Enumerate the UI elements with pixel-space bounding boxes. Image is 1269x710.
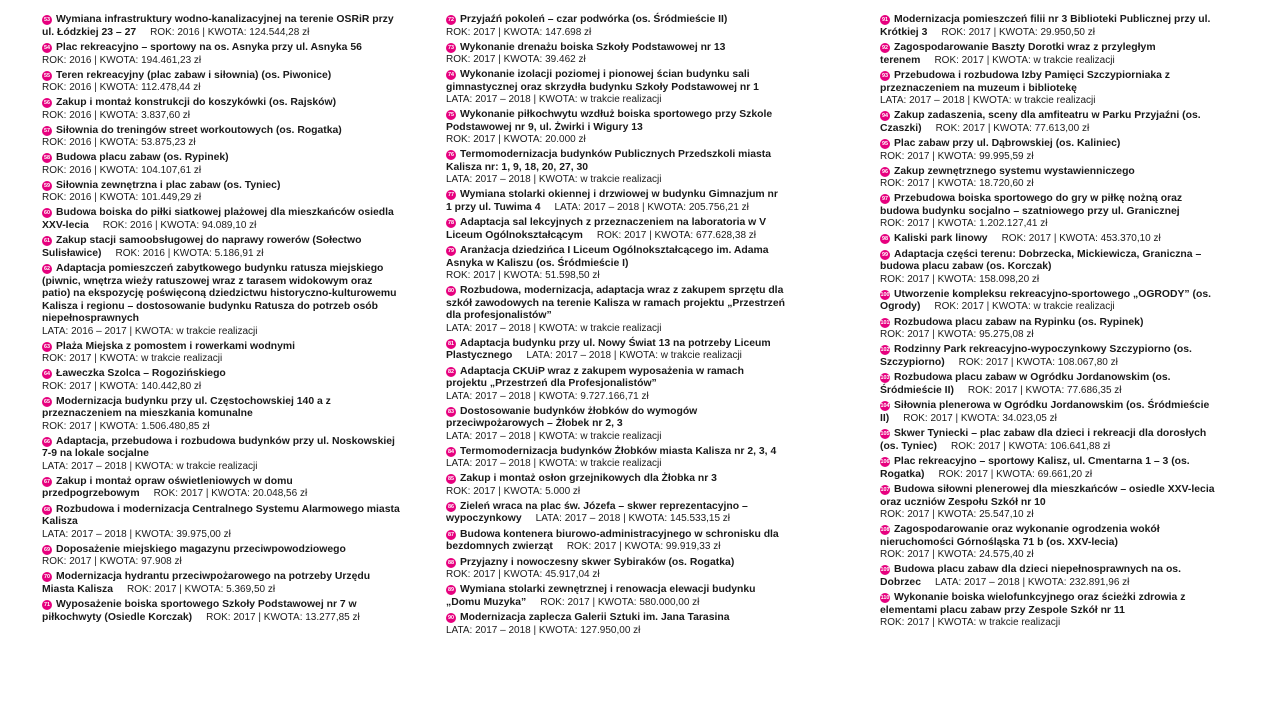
project-number-badge: 70 bbox=[44, 574, 50, 580]
project-title: Siłownia do treningów street workoutowych (os. Rogatka) bbox=[56, 124, 342, 136]
project-title: Modernizacja pomieszczeń filii nr 3 Biblioteki Publicznej przy ul. Krótkiej 3 bbox=[880, 14, 1211, 38]
project-title: Rozbudowa placu zabaw w Ogródku Jordanowskim (os. Śródmieście II) bbox=[880, 372, 1171, 396]
project-title: Aranżacja dziedzińca I Liceum Ogólnokształcącego im. Adama Asnyka w Kaliszu (os. Śródmieście I) bbox=[446, 245, 769, 269]
project-title: Rozbudowa i modernizacja Centralnego Systemu Alarmowego miasta Kalisza bbox=[42, 503, 400, 527]
project-number-badge: 84 bbox=[448, 448, 454, 455]
project-title: Modernizacja budynku przy ul. Częstochowskiej 140 a z przeznaczeniem na mieszkania komunalne bbox=[42, 395, 331, 419]
project-title: Adaptacja, przebudowa i rozbudowa budynków przy ul. Noskowskiej 7-9 na lokale socjalne bbox=[42, 435, 395, 459]
project-item bbox=[880, 372, 1220, 397]
project-meta: ROK: 2017 | KWOTA: 99.995,59 zł bbox=[880, 150, 1034, 162]
project-title: Zakup zadaszenia, sceny dla amfiteatru w Parku Przyjaźni (os. Czaszki) bbox=[880, 110, 1201, 134]
project-title: Kaliski park linowy bbox=[894, 233, 988, 244]
project-title: Modernizacja hydrantu przeciwpożarowego na potrzeby Urzędu Miasta Kalisza bbox=[42, 571, 371, 595]
project-title: Wykonanie drenażu boiska Szkoły Podstawowej nr 13 bbox=[460, 41, 726, 53]
project-meta: ROK: 2017 | KWOTA: 13.277,85 zł bbox=[206, 611, 360, 623]
project-meta: ROK: 2017 | KWOTA: 147.698 zł bbox=[446, 26, 592, 38]
project-title: Plac rekreacyjno – sportowy Kalisz, ul. Cmentarna 1 – 3 (os. Rogatka) bbox=[880, 456, 1190, 480]
project-item bbox=[42, 207, 402, 232]
project-number-badge: 105 bbox=[880, 431, 890, 437]
project-item bbox=[42, 263, 402, 338]
project-number-badge: 73 bbox=[448, 44, 454, 51]
project-number-badge: 100 bbox=[880, 291, 890, 298]
project-item bbox=[446, 529, 786, 554]
project-title: Plaża Miejska z pomostem i rowerkami wodnymi bbox=[56, 340, 296, 352]
project-meta: ROK: 2017 | KWOTA: 108.067,80 zł bbox=[958, 356, 1118, 368]
project-title: Termomodernizacja budynków Żłobków miasta Kalisza nr 2, 3, 4 bbox=[460, 445, 777, 457]
project-number-badge: 54 bbox=[44, 45, 50, 51]
project-title: Termomodernizacja budynków Publicznych Przedszkoli miasta Kalisza nr: 1, 9, 18, 20, 27, 30 bbox=[446, 149, 772, 173]
project-meta: LATA: 2017 – 2018 | KWOTA: 145.533,15 zł bbox=[535, 513, 731, 524]
project-title: Wyposażenie boiska sportowego Szkoły Podstawowej nr 7 w piłkochwyty (Osiedle Korczak) bbox=[42, 599, 357, 623]
project-title: Zieleń wraca na plac św. Józefa – skwer reprezentacyjno – wypoczynkowy bbox=[446, 500, 748, 524]
project-item bbox=[446, 285, 786, 335]
project-meta: ROK: 2017 | KWOTA: 106.641,88 zł bbox=[950, 440, 1111, 452]
project-item bbox=[42, 97, 402, 122]
project-meta: LATA: 2017 – 2018 | KWOTA: 127.950,00 zł bbox=[446, 624, 641, 636]
project-title: Zakup stacji samoobsługowej do naprawy rowerów (Sołectwo Sulisławice) bbox=[42, 235, 362, 259]
project-meta: ROK: 2017 | KWOTA: w trakcie realizacji bbox=[42, 353, 223, 364]
project-meta: ROK: 2017 | KWOTA: 158.098,20 zł bbox=[880, 273, 1040, 285]
project-title: Zagospodarowanie Baszty Dorotki wraz z przyległym terenem bbox=[880, 42, 1156, 66]
project-title: Wykonanie izolacji poziomej i pionowej ścian budynku sali gimnastycznej oraz skrzydła budynku Szkoły Podstawowej nr 1 bbox=[446, 69, 759, 93]
project-item bbox=[446, 189, 786, 214]
project-title: Budowa siłowni plenerowej dla mieszkańców – osiedle XXV-lecia oraz uczniów Zespołu Szkół nr 10 bbox=[880, 484, 1215, 508]
project-meta: ROK: 2017 | KWOTA: 5.369,50 zł bbox=[127, 583, 276, 595]
project-meta: ROK: 2017 | KWOTA: 99.919,33 zł bbox=[566, 541, 721, 552]
project-number-badge: 108 bbox=[880, 527, 890, 533]
project-item bbox=[42, 396, 402, 433]
project-meta: LATA: 2017 – 2018 | KWOTA: w trakcie realizacji bbox=[446, 322, 662, 334]
project-meta: ROK: 2017 | KWOTA: 24.575,40 zł bbox=[880, 549, 1034, 560]
project-item bbox=[446, 149, 786, 186]
project-item bbox=[446, 473, 786, 498]
project-item bbox=[42, 476, 402, 501]
project-meta: LATA: 2017 – 2018 | KWOTA: w trakcie realizacji bbox=[526, 350, 742, 361]
project-meta: ROK: 2017 | KWOTA: 95.275,08 zł bbox=[880, 329, 1034, 340]
project-item bbox=[880, 110, 1220, 135]
project-item bbox=[42, 341, 402, 366]
project-meta: ROK: 2017 | KWOTA: 25.547,10 zł bbox=[880, 509, 1034, 520]
project-item bbox=[446, 245, 786, 282]
project-number-badge: 58 bbox=[44, 155, 50, 161]
project-number-badge: 86 bbox=[448, 503, 454, 510]
project-number-badge: 82 bbox=[448, 368, 454, 375]
project-number-badge: 63 bbox=[44, 343, 50, 350]
project-item bbox=[42, 152, 402, 177]
project-meta: ROK: 2017 | KWOTA: w trakcie realizacji bbox=[880, 617, 1061, 628]
project-number-badge: 64 bbox=[44, 371, 50, 377]
project-meta: ROK: 2017 | KWOTA: 34.023,05 zł bbox=[903, 412, 1057, 424]
project-meta: LATA: 2017 – 2018 | KWOTA: w trakcie realizacji bbox=[446, 94, 662, 105]
project-item bbox=[880, 166, 1220, 191]
project-meta: LATA: 2017 – 2018 | KWOTA: w trakcie realizacji bbox=[446, 430, 662, 442]
project-number-badge: 91 bbox=[882, 17, 888, 23]
project-title: Plac zabaw przy ul. Dąbrowskiej (os. Kaliniec) bbox=[894, 138, 1121, 149]
project-number-badge: 74 bbox=[448, 72, 454, 78]
project-number-badge: 88 bbox=[448, 559, 454, 566]
project-number-badge: 89 bbox=[448, 587, 454, 593]
project-meta: ROK: 2016 | KWOTA: 53.875,23 zł bbox=[42, 137, 196, 148]
project-meta: ROK: 2017 | KWOTA: 39.462 zł bbox=[446, 54, 586, 65]
project-meta: ROK: 2017 | KWOTA: 51.598,50 zł bbox=[446, 270, 600, 281]
project-number-badge: 60 bbox=[44, 210, 50, 216]
project-meta: ROK: 2017 | KWOTA: 580.000,00 zł bbox=[540, 596, 700, 608]
project-number-badge: 75 bbox=[448, 112, 454, 118]
project-meta: LATA: 2017 – 2018 | KWOTA: w trakcie realizacji bbox=[880, 95, 1096, 106]
project-number-badge: 92 bbox=[882, 45, 888, 51]
project-item bbox=[880, 484, 1220, 521]
project-number-badge: 107 bbox=[880, 487, 890, 493]
project-title: Budowa kontenera biurowo-administracyjnego w schronisku dla bezdomnych zwierząt bbox=[446, 528, 779, 552]
project-meta: ROK: 2017 | KWOTA: 77.613,00 zł bbox=[935, 122, 1090, 134]
project-title: Adaptacja pomieszczeń zabytkowego budynku ratusza miejskiego (piwnic, wnętrza wieży ratuszowej wraz z tarasem widokowym oraz patio) na ekspozycję poświęconą dziedzictwu historyczno-kulturowemu Kalisza i regionu – dostosowanie budynku Ratusza do potrzeb osób niepełnosprawnych bbox=[42, 263, 397, 324]
project-title: Zakup i montaż opraw oświetleniowych w domu przedpogrzebowym bbox=[42, 475, 293, 499]
project-meta: LATA: 2017 – 2018 | KWOTA: 9.727.166,71 zł bbox=[446, 390, 649, 402]
project-item bbox=[446, 69, 786, 106]
column-3 bbox=[880, 14, 1220, 632]
project-item bbox=[880, 138, 1220, 163]
project-number-badge: 94 bbox=[882, 113, 888, 119]
column-1 bbox=[42, 14, 402, 627]
project-item bbox=[446, 612, 786, 637]
project-meta: ROK: 2017 | KWOTA: 677.628,38 zł bbox=[596, 229, 757, 241]
project-number-badge: 59 bbox=[44, 182, 50, 189]
project-title: Zakup zewnętrznego systemu wystawienniczego bbox=[894, 165, 1135, 177]
project-number-badge: 96 bbox=[882, 168, 888, 175]
project-item bbox=[880, 289, 1220, 314]
project-number-badge: 104 bbox=[880, 403, 890, 409]
project-title: Dostosowanie budynków żłobków do wymogów przeciwpożarowych – Żłobek nr 2, 3 bbox=[446, 405, 698, 429]
project-title: Przebudowa boiska sportowego do gry w piłkę nożną oraz budowa budynku socjalno – szatniowego przy ul. Granicznej bbox=[880, 193, 1183, 217]
project-meta: ROK: 2017 | KWOTA: 29.950,50 zł bbox=[941, 26, 1095, 38]
project-meta: ROK: 2016 | KWOTA: 101.449,29 zł bbox=[42, 192, 202, 203]
project-number-badge: 76 bbox=[448, 152, 454, 158]
project-title: Adaptacja sal lekcyjnych z przeznaczeniem na laboratoria w V Liceum Ogólnokształcącym bbox=[446, 217, 767, 241]
project-item bbox=[446, 557, 786, 582]
project-item bbox=[446, 446, 786, 471]
project-title: Wykonanie piłkochwytu wzdłuż boiska sportowego przy Szkole Podstawowej nr 9, ul. Żwirki i Wigury 13 bbox=[446, 109, 773, 133]
project-title: Adaptacja budynku przy ul. Nowy Świat 13 na potrzeby Liceum Plastycznego bbox=[446, 337, 771, 361]
project-meta: ROK: 2016 | KWOTA: 124.544,28 zł bbox=[150, 26, 310, 38]
project-number-badge: 72 bbox=[448, 17, 454, 23]
project-number-badge: 67 bbox=[44, 478, 50, 485]
project-item bbox=[880, 400, 1220, 425]
project-meta: ROK: 2017 | KWOTA: 20.000 zł bbox=[446, 134, 586, 145]
project-meta: ROK: 2016 | KWOTA: 104.107,61 zł bbox=[42, 164, 202, 176]
project-title: Teren rekreacyjny (plac zabaw i siłownia) (os. Piwonice) bbox=[56, 69, 332, 81]
project-number-badge: 110 bbox=[880, 595, 890, 601]
project-number-badge: 69 bbox=[44, 546, 50, 553]
project-item bbox=[880, 42, 1220, 67]
project-number-badge: 109 bbox=[880, 567, 890, 573]
project-number-badge: 62 bbox=[44, 266, 50, 272]
project-title: Skwer Tyniecki – plac zabaw dla dzieci i rekreacji dla dorosłych (os. Tyniec) bbox=[880, 428, 1207, 452]
project-meta: ROK: 2017 | KWOTA: 1.202.127,41 zł bbox=[880, 218, 1048, 229]
project-number-badge: 101 bbox=[880, 319, 890, 326]
project-item bbox=[446, 501, 786, 526]
project-meta: LATA: 2017 – 2018 | KWOTA: w trakcie realizacji bbox=[446, 458, 662, 469]
project-title: Siłownia zewnętrzna i plac zabaw (os. Tyniec) bbox=[56, 179, 281, 191]
project-title: Wykonanie boiska wielofunkcyjnego oraz ścieżki zdrowia z elementami placu zabaw przy Zespole Szkół nr 11 bbox=[880, 592, 1186, 616]
project-item bbox=[42, 180, 402, 205]
project-item bbox=[42, 436, 402, 473]
project-meta: ROK: 2016 | KWOTA: 112.478,44 zł bbox=[42, 82, 201, 93]
project-item bbox=[446, 338, 786, 363]
project-meta: ROK: 2017 | KWOTA: 97.908 zł bbox=[42, 556, 182, 567]
project-meta: LATA: 2017 – 2018 | KWOTA: w trakcie realizacji bbox=[42, 460, 258, 472]
project-item bbox=[446, 366, 786, 403]
project-meta: ROK: 2017 | KWOTA: 1.506.480,85 zł bbox=[42, 420, 210, 432]
project-item bbox=[880, 233, 1220, 246]
project-title: Zakup i montaż osłon grzejnikowych dla Żłobka nr 3 bbox=[460, 473, 717, 484]
project-title: Modernizacja zaplecza Galerii Sztuki im. Jana Tarasina bbox=[460, 612, 730, 623]
project-title: Przyjaźń pokoleń – czar podwórka (os. Śródmieście II) bbox=[460, 14, 728, 25]
project-number-badge: 81 bbox=[448, 340, 454, 347]
project-meta: ROK: 2016 | KWOTA: 3.837,60 zł bbox=[42, 109, 191, 121]
project-item bbox=[446, 584, 786, 609]
project-title: Budowa placu zabaw dla dzieci niepełnosprawnych na os. Dobrzec bbox=[880, 564, 1181, 588]
project-item bbox=[42, 571, 402, 596]
project-title: Przyjazny i nowoczesny skwer Sybiraków (os. Rogatka) bbox=[460, 556, 735, 568]
project-item bbox=[880, 317, 1220, 342]
project-number-badge: 95 bbox=[882, 141, 888, 147]
project-meta: ROK: 2016 | KWOTA: 5.186,91 zł bbox=[115, 247, 264, 259]
project-number-badge: 102 bbox=[880, 347, 890, 353]
project-meta: LATA: 2017 – 2018 | KWOTA: 205.756,21 zł bbox=[554, 201, 749, 213]
project-item bbox=[42, 14, 402, 39]
project-meta: ROK: 2017 | KWOTA: 140.442,80 zł bbox=[42, 380, 202, 392]
column-2 bbox=[446, 14, 786, 640]
project-title: Siłownia plenerowa w Ogródku Jordanowskim (os. Śródmieście II) bbox=[880, 400, 1210, 424]
project-title: Wymiana stolarki zewnętrznej i renowacja elewacji budynku „Domu Muzyka” bbox=[446, 584, 756, 608]
project-title: Doposażenie miejskiego magazynu przeciwpowodziowego bbox=[56, 543, 346, 555]
project-title: Utworzenie kompleksu rekreacyjno-sportowego „OGRODY” (os. Ogrody) bbox=[880, 288, 1211, 312]
project-item bbox=[880, 14, 1220, 39]
project-number-badge: 93 bbox=[882, 73, 888, 79]
project-number-badge: 65 bbox=[44, 398, 50, 405]
project-item bbox=[880, 456, 1220, 481]
project-title: Wymiana stolarki okiennej i drzwiowej w budynku Gimnazjum nr 1 przy ul. Tuwima 4 bbox=[446, 189, 778, 213]
project-title: Adaptacja CKUiP wraz z zakupem wyposażenia w ramach projektu „Przestrzeń dla Profesjonalistów” bbox=[446, 365, 744, 389]
project-meta: ROK: 2017 | KWOTA: 20.048,56 zł bbox=[153, 488, 308, 499]
project-item bbox=[880, 344, 1220, 369]
project-meta: ROK: 2017 | KWOTA: 45.917,04 zł bbox=[446, 569, 600, 580]
project-meta: LATA: 2017 – 2018 | KWOTA: 232.891,96 zł bbox=[935, 576, 1130, 588]
project-item bbox=[42, 504, 402, 541]
project-number-badge: 99 bbox=[882, 251, 888, 258]
project-meta: LATA: 2016 – 2017 | KWOTA: w trakcie realizacji bbox=[42, 325, 258, 337]
project-item bbox=[42, 70, 402, 95]
project-number-badge: 97 bbox=[882, 196, 888, 202]
project-number-badge: 103 bbox=[880, 375, 890, 381]
project-title: Budowa placu zabaw (os. Rypinek) bbox=[56, 152, 229, 163]
project-title: Rozbudowa, modernizacja, adaptacja wraz z zakupem sprzętu dla szkół zawodowych na terenie Kalisza w ramach projektu „Przestrzeń dla profesjonalistów” bbox=[446, 285, 785, 321]
project-number-badge: 80 bbox=[448, 288, 454, 294]
project-title: Ławeczka Szolca – Rogozińskiego bbox=[56, 368, 226, 379]
project-title: Rodzinny Park rekreacyjno-wypoczynkowy Szczypiorno (os. Szczypiorno) bbox=[880, 344, 1192, 368]
project-meta: ROK: 2016 | KWOTA: 194.461,23 zł bbox=[42, 54, 202, 66]
project-item bbox=[880, 428, 1220, 453]
project-item bbox=[446, 109, 786, 146]
project-meta: ROK: 2016 | KWOTA: 94.089,10 zł bbox=[102, 219, 257, 231]
project-title: Plac rekreacyjno – sportowy na os. Asnyka przy ul. Asnyka 56 bbox=[56, 42, 362, 53]
project-item bbox=[880, 70, 1220, 107]
project-number-badge: 98 bbox=[882, 236, 888, 242]
project-meta: ROK: 2017 | KWOTA: w trakcie realizacji bbox=[934, 301, 1115, 312]
project-meta: LATA: 2017 – 2018 | KWOTA: w trakcie realizacji bbox=[446, 174, 662, 185]
project-meta: ROK: 2017 | KWOTA: 453.370,10 zł bbox=[1001, 233, 1161, 244]
project-number-badge: 85 bbox=[448, 476, 454, 482]
project-number-badge: 90 bbox=[448, 615, 454, 621]
project-item bbox=[880, 193, 1220, 230]
project-item bbox=[42, 599, 402, 624]
project-number-badge: 56 bbox=[44, 100, 50, 106]
project-number-badge: 106 bbox=[880, 459, 890, 465]
project-item bbox=[446, 42, 786, 67]
project-item bbox=[42, 125, 402, 150]
project-number-badge: 77 bbox=[448, 192, 454, 198]
project-item bbox=[42, 544, 402, 569]
project-title: Rozbudowa placu zabaw na Rypinku (os. Rypinek) bbox=[894, 316, 1144, 328]
project-number-badge: 87 bbox=[448, 531, 454, 538]
project-number-badge: 57 bbox=[44, 127, 50, 134]
project-item bbox=[42, 368, 402, 393]
project-title: Zakup i montaż konstrukcji do koszykówki (os. Rajsków) bbox=[56, 97, 337, 108]
project-number-badge: 78 bbox=[448, 220, 454, 226]
project-item bbox=[42, 42, 402, 67]
project-item bbox=[880, 592, 1220, 629]
project-number-badge: 68 bbox=[44, 506, 50, 513]
project-title: Adaptacja części terenu: Dobrzecka, Mickiewicza, Graniczna – budowa placu zabaw (os. Korczak) bbox=[880, 248, 1202, 272]
project-item bbox=[42, 235, 402, 260]
project-number-badge: 55 bbox=[44, 72, 50, 79]
project-item bbox=[880, 249, 1220, 286]
project-number-badge: 61 bbox=[44, 238, 50, 244]
project-meta: ROK: 2017 | KWOTA: 18.720,60 zł bbox=[880, 178, 1034, 189]
project-meta: ROK: 2017 | KWOTA: 69.661,20 zł bbox=[938, 468, 1093, 480]
project-item bbox=[880, 564, 1220, 589]
project-title: Zagospodarowanie oraz wykonanie ogrodzenia wokół nieruchomości Górnośląska 71 b (os. XXV-lecia) bbox=[880, 524, 1160, 548]
project-meta: ROK: 2017 | KWOTA: 5.000 zł bbox=[446, 485, 581, 497]
project-meta: LATA: 2017 – 2018 | KWOTA: 39.975,00 zł bbox=[42, 528, 231, 540]
project-title: Przebudowa i rozbudowa Izby Pamięci Szczypiorniaka z przeznaczeniem na muzeum i bibliotekę bbox=[880, 70, 1170, 94]
project-meta: ROK: 2017 | KWOTA: w trakcie realizacji bbox=[934, 54, 1115, 66]
project-number-badge: 71 bbox=[44, 602, 50, 608]
project-number-badge: 79 bbox=[448, 248, 454, 254]
project-item bbox=[446, 406, 786, 443]
project-title: Wymiana infrastruktury wodno-kanalizacyjnej na terenie OSRiR przy ul. Łódzkiej 23 – 27 bbox=[42, 14, 394, 38]
project-item bbox=[446, 14, 786, 39]
project-number-badge: 83 bbox=[448, 408, 454, 415]
project-item bbox=[880, 524, 1220, 561]
project-number-badge: 66 bbox=[44, 438, 50, 445]
project-item bbox=[446, 217, 786, 242]
project-number-badge: 53 bbox=[44, 17, 50, 23]
project-title: Budowa boiska do piłki siatkowej plażowej dla mieszkańców osiedla XXV-lecia bbox=[42, 207, 394, 231]
project-meta: ROK: 2017 | KWOTA: 77.686,35 zł bbox=[967, 384, 1122, 396]
